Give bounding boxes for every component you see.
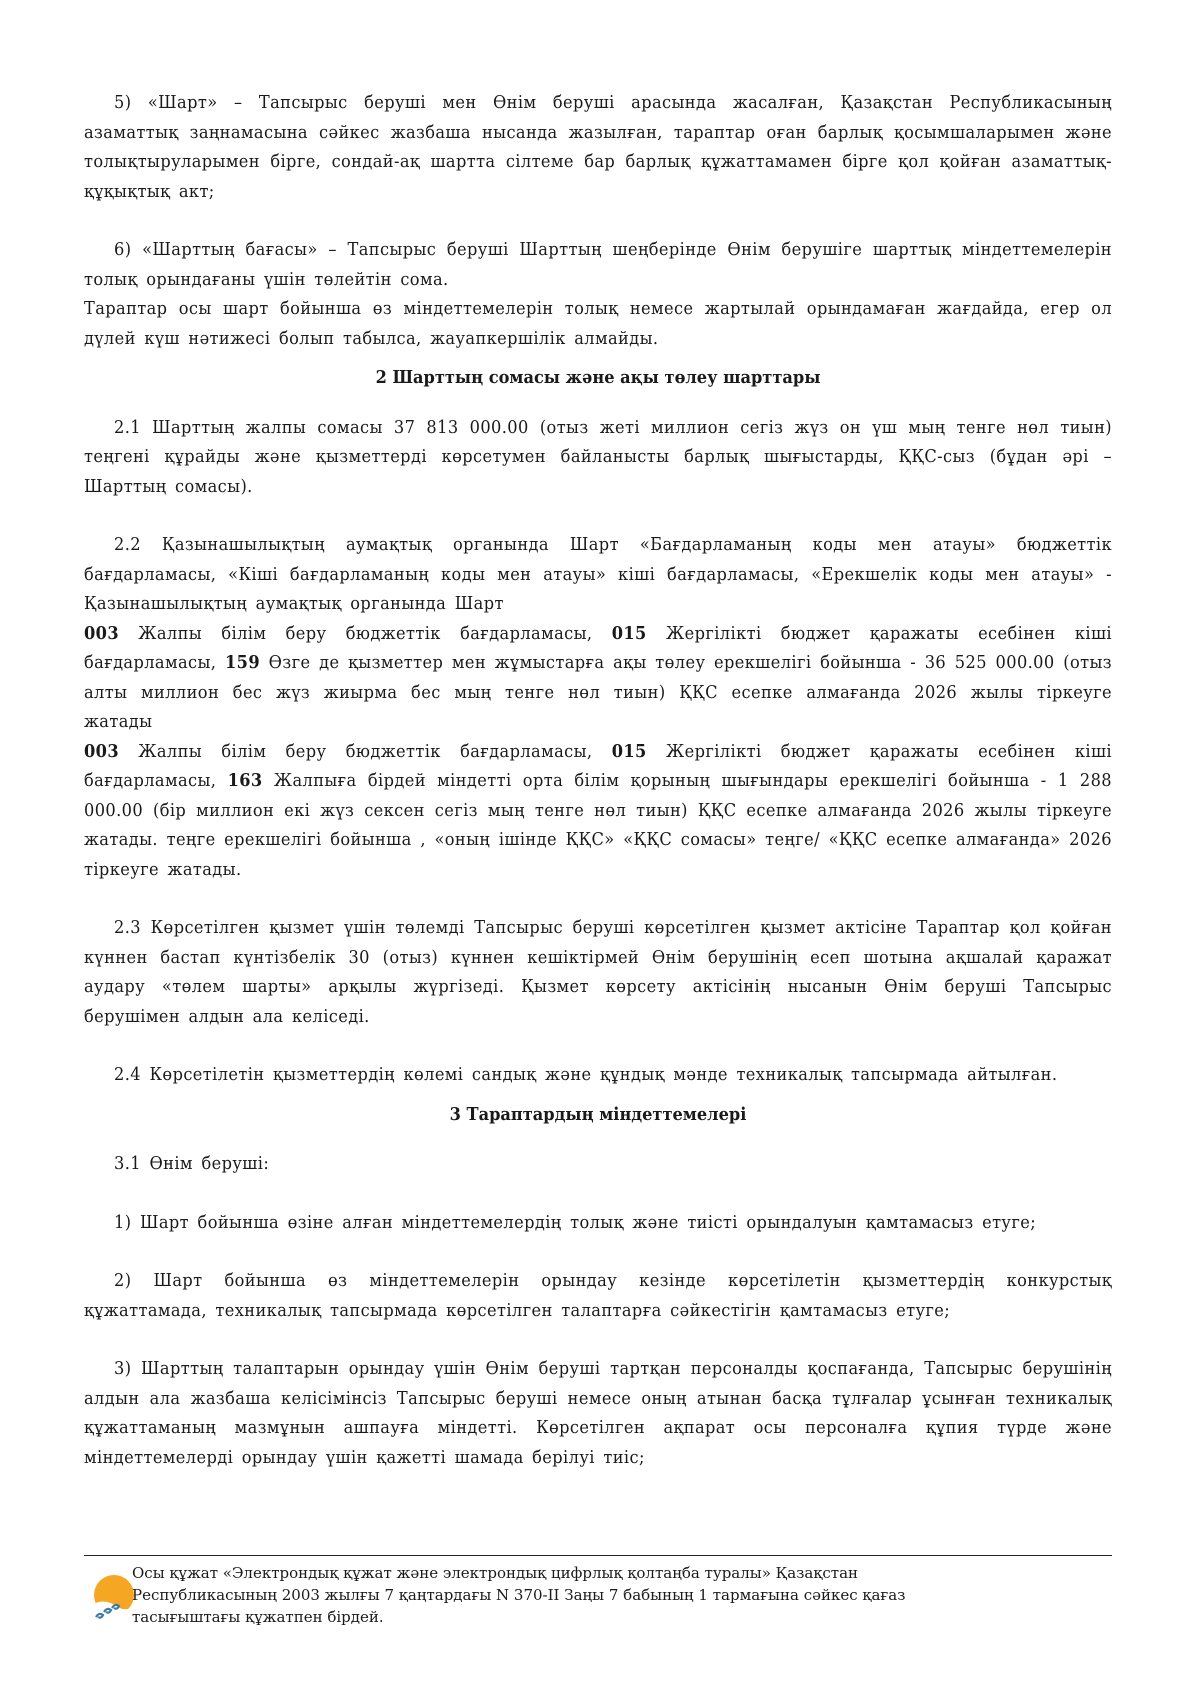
budget-line-1: 003 Жалпы білім беру бюджеттік бағдарламасы, 015 Жергілікті бюджет қаражаты есебінен кіші бағдарламасы, 159 Өзге де қызметтер мен жұмыстарға ақы төлеу ерекшелігі бойынша - 36 525 000.00 (отыз алты миллион бес жүз жиырма бес мың тенге нөл тиын) ҚҚС есепке алмағанда 2026 жылы тіркеуге жатады (84, 622, 1112, 732)
section-3-heading: 3 Тараптардың міндеттемелері (449, 1103, 747, 1125)
obligation-item-1: 1) Шарт бойынша өзіне алған міндеттемелердің толық және тиісті орындалуын қамтамасыз етуге; (114, 1211, 1037, 1233)
clause-2-4: 2.4 Көрсетілетін қызметтердің көлемі сандық және құндық мәнде техникалық тапсырмада айтылған. (114, 1064, 1058, 1085)
clause-3-1: 3.1 Өнім беруші: (114, 1153, 270, 1174)
footer-divider (84, 1555, 1112, 1556)
clause-2-3: 2.3 Көрсетілген қызмет үшін төлемді Тапсырыс беруші көрсетілген қызмет актісіне Тараптар қол қойған күннен бастап күнтізбелік 30 (отыз) күннен кешіктірмей Өнім берушінің есеп шотына ақшалай қаражат аудару «төлем шарты» арқылы жүргізеді. Қызмет көрсету актісінің нысанын Өнім беруші Тапсырыс берушімен алдын ала келіседі. (84, 917, 1112, 1027)
specific-code: 163 (227, 770, 263, 791)
document-page (84, 88, 1112, 1472)
clause-2-2-intro: 2.2 Қазынашылықтың аумақтық органында Шарт «Бағдарламаның коды мен атауы» бюджеттік бағдарламасы, «Кіші бағдарламаның коды мен атауы» кіші бағдарламасы, «Ерекшелік коды мен атауы» - Қазынашылықтың аумақтық органында Шарт (84, 534, 1112, 614)
obligation-item-3: 3) Шарттың талаптарын орындау үшін Өнім беруші тартқан персоналды қоспағанда, Тапсырыс берушінің алдын ала жазбаша келісімінсіз Тапсырыс беруші немесе оның атынан басқа тұлғалар ұсынған техникалық құжаттаманың мазмұнын ашпауға міндетті. Көрсетілген ақпарат осы персоналға құпия түрде және міндеттемелерді орындау үшін қажетті шамада берілуі тиіс; (84, 1358, 1112, 1468)
subprogram-code: 015 (611, 622, 647, 644)
footer (84, 1561, 1112, 1631)
obligation-item-2: 2) Шарт бойынша өз міндеттемелерін орындау кезінде көрсетілетін қызметтердің конкурстық құжаттамада, техникалық тапсырмада көрсетілген талаптарға сәйкестігін қамтамасыз етуге; (84, 1270, 1112, 1321)
subprogram-code: 015 (611, 740, 647, 762)
budget-line-2: 003 Жалпы білім беру бюджеттік бағдарламасы, 015 Жергілікті бюджет қаражаты есебінен кіші бағдарламасы, 163 Жалпыға бірдей міндетті орта білім қорының шығындары ерекшелігі бойынша - 1 288 000.00 (бір миллион екі жүз сексен сегіз мың тенге нөл тиын) ҚҚС есепке алмағанда 2026 жылы тіркеуге жатады. теңге ерекшелігі бойынша , «оның ішінде ҚҚС» «ҚҚС сомасы» теңге/ «ҚҚС есепке алмағанда» 2026 тіркеуге жатады. (84, 740, 1112, 880)
definition-5: 5) «Шарт» – Тапсырыс беруші мен Өнім беруші арасында жасалған, Қазақстан Республикасының азаматтық заңнамасына сәйкес жазбаша нысанда жазылған, тараптар оған барлық қосымшаларымен және толықтыруларымен бірге, сондай-ақ шартта сілтеме бар барлық құжаттамамен бірге қол қойған азаматтық-құқықтық акт; (84, 92, 1112, 202)
clause-2-1: 2.1 Шарттың жалпы сомасы 37 813 000.00 (отыз жеті миллион сегіз жүз он үш мың тенге нөл тиын) теңгені құрайды және қызметтерді көрсетумен байланысты барлық шығыстарды, ҚҚС-сыз (бұдан әрі – Шарттың сомасы). (84, 416, 1112, 497)
specific-code: 159 (225, 652, 261, 673)
footer-legal-notice: Осы құжат «Электрондық құжат және электрондық цифрлық қолтаңба туралы» Қазақстан Республикасының 2003 жылғы 7 қаңтардағы N 370-II Заңы 7 бабының 1 тармағына сәйкес қағаз тасығыштағы құжатпен бірдей. (132, 1564, 906, 1626)
force-majeure-paragraph: Тараптар осы шарт бойынша өз міндеттемелерін толық немесе жартылай орындамаған жағдайда, егер ол дүлей күш нәтижесі болып табылса, жауапкершілік алмайды. (84, 298, 1112, 349)
program-code: 003 (84, 622, 120, 644)
program-code: 003 (84, 740, 120, 762)
section-2-heading: 2 Шарттың сомасы және ақы төлеу шарттары (375, 367, 821, 388)
definition-6: 6) «Шарттың бағасы» – Тапсырыс беруші Шарттың шеңберінде Өнім берушіге шарттық міндеттемелерін толық орындағаны үшін төлейтін сома. (84, 239, 1112, 290)
